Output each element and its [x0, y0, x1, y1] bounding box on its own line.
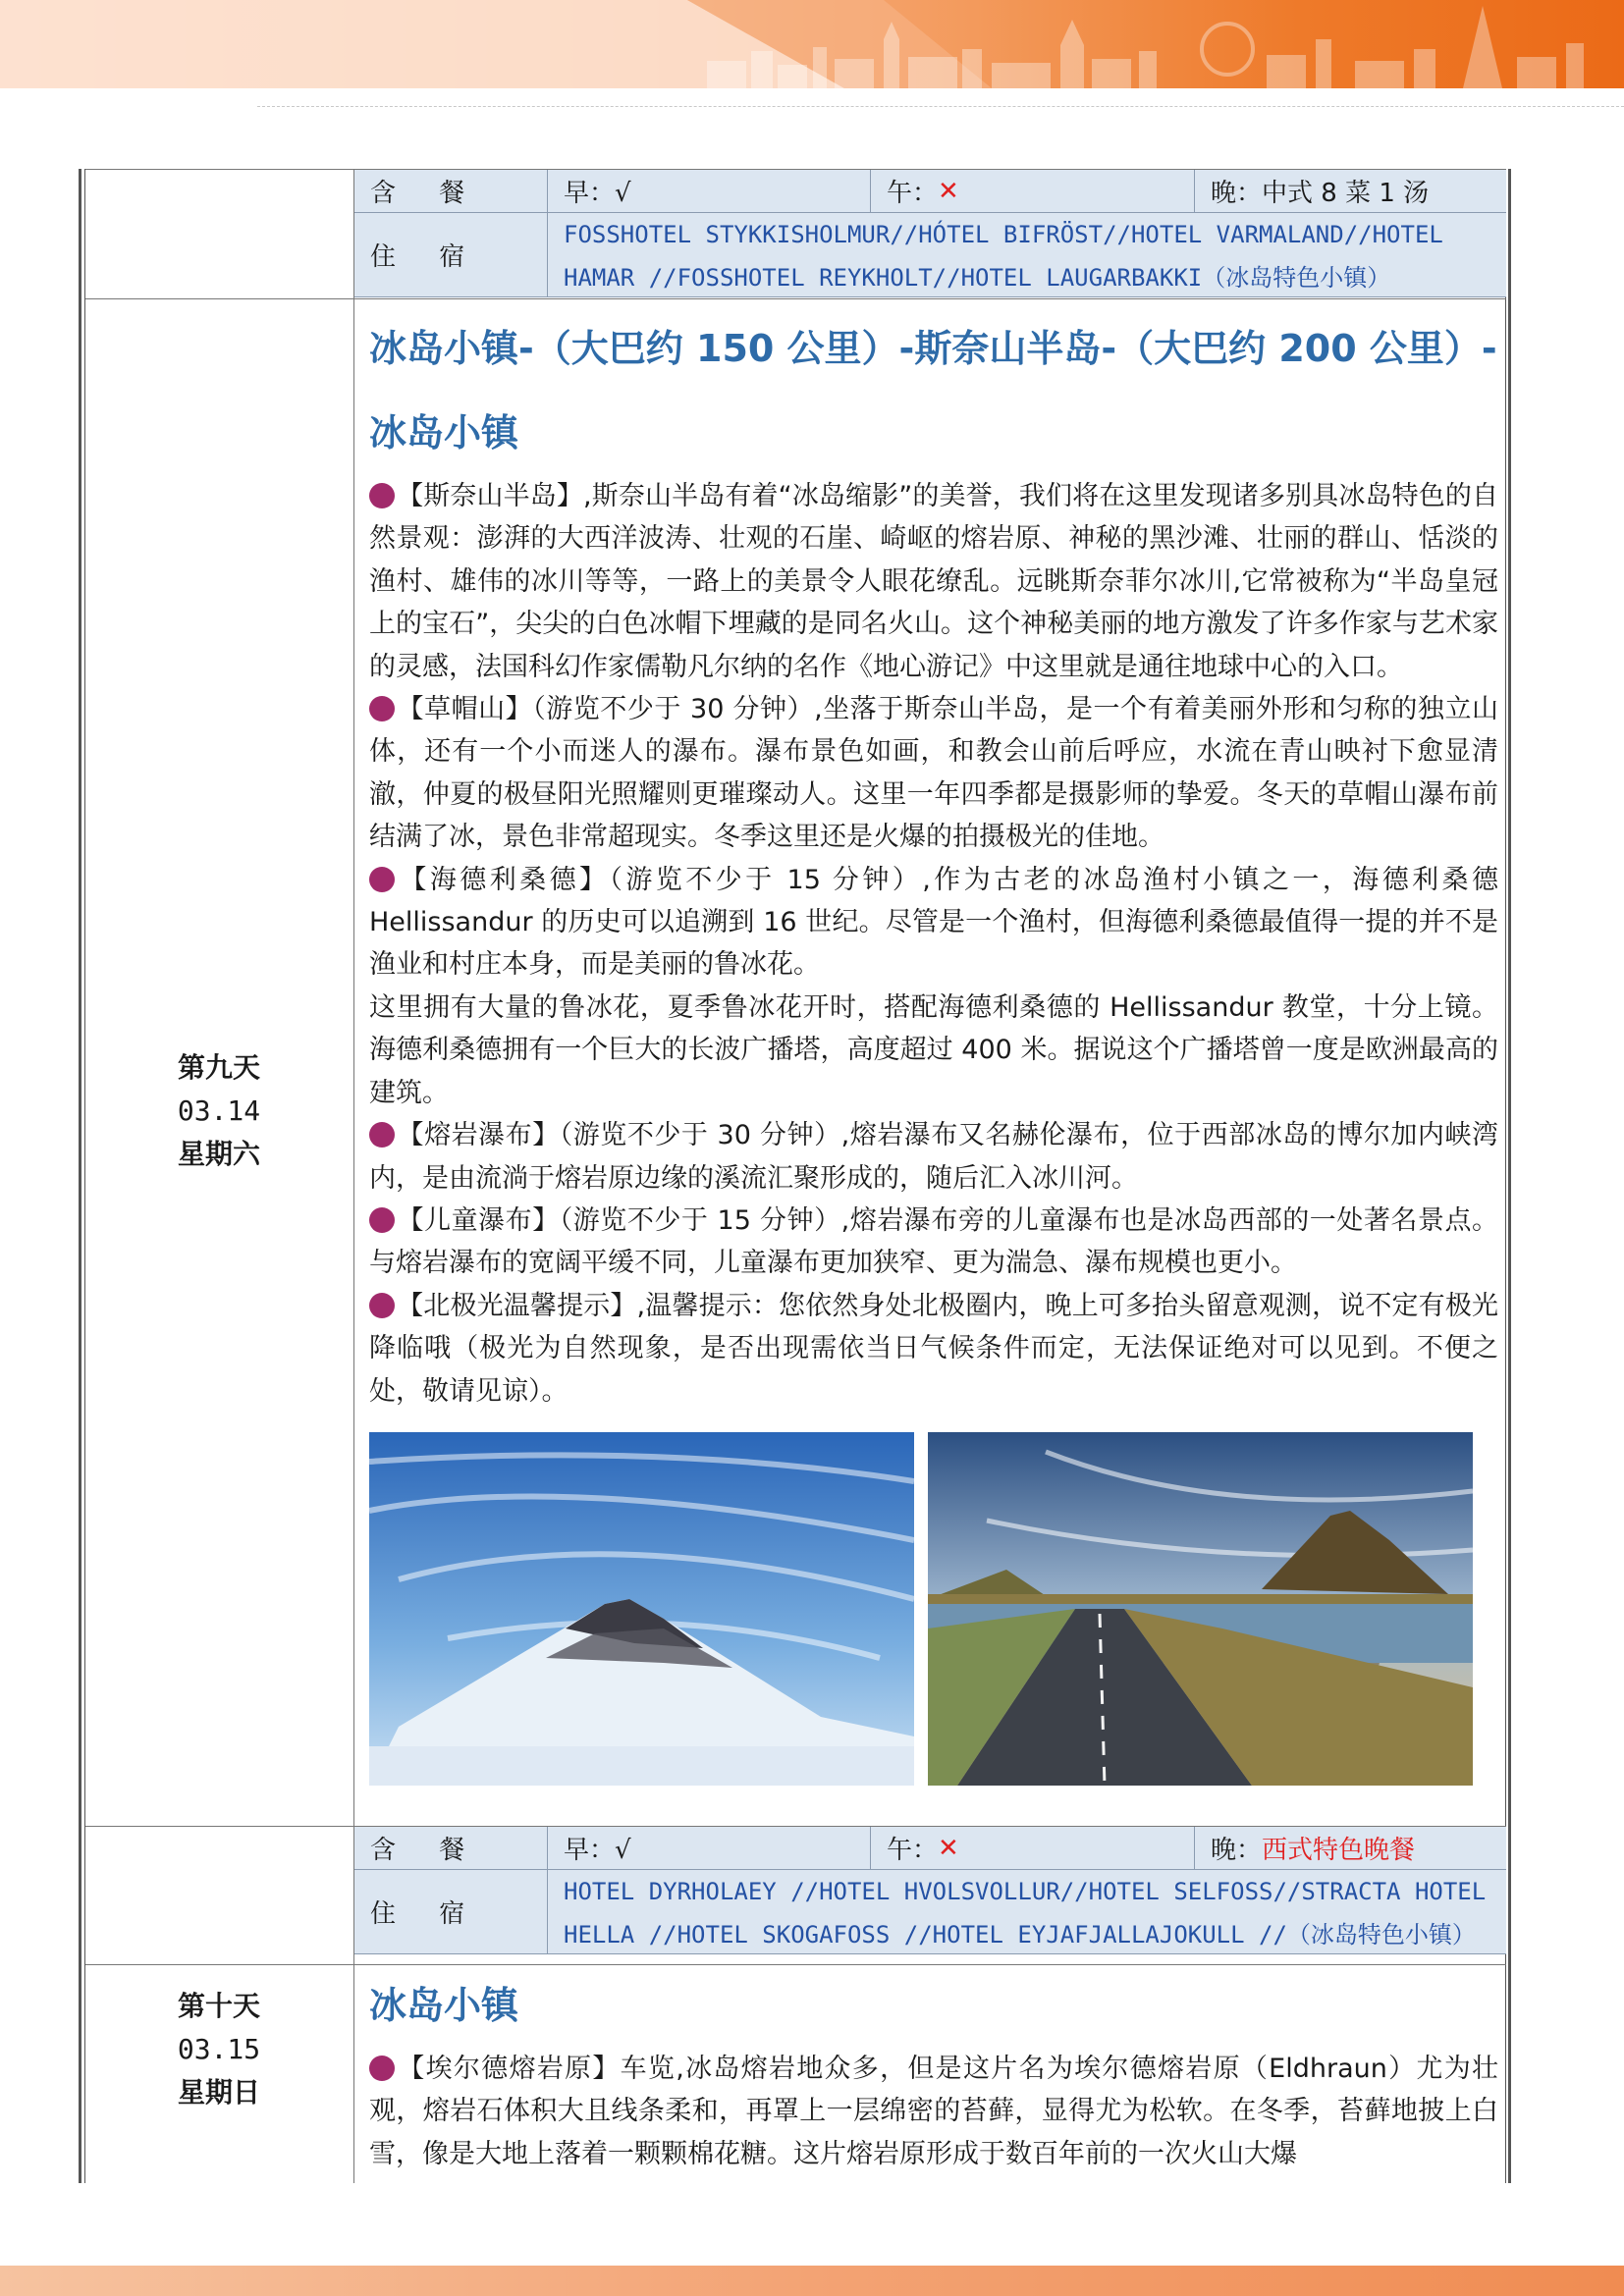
day-date: 03.15	[177, 2033, 261, 2065]
bullet-icon	[369, 696, 395, 721]
lunch-info	[871, 1827, 1195, 1870]
breakfast-info: 早：√	[548, 170, 871, 213]
lunch-info	[871, 170, 1195, 213]
bullet-icon	[369, 867, 395, 892]
bullet-icon	[369, 1122, 395, 1148]
dinner-highlight: 西式特色晚餐	[1262, 1836, 1416, 1865]
skyline-decoration	[0, 0, 1624, 88]
paragraph-text: 【熔岩瀑布】（游览不少于 30 分钟）,熔岩瀑布又名赫伦瀑布，位于西部冰岛的博尔加内峡湾内，是由流淌于熔岩原边缘的溪流汇聚形成的，随后汇入冰川河。	[369, 1120, 1498, 1194]
header-divider	[257, 106, 1624, 107]
attraction-paragraph	[369, 475, 1498, 688]
paragraph-text: 【埃尔德熔岩原】车览,冰岛熔岩地众多，但是这片名为埃尔德熔岩原（Eldhraun）尤为壮观，熔岩石体积大且线条柔和，再罩上一层绵密的苔藓，显得尤为松软。在冬季，苔藓地披上白雪，像是大地上落着一颗颗棉花糖。这片熔岩原形成于数百年前的一次火山大爆	[369, 2054, 1498, 2169]
attraction-paragraph	[369, 2048, 1498, 2175]
attraction-list	[369, 475, 1498, 1413]
cross-icon: ✕	[938, 1833, 959, 1863]
day-nine-content	[369, 306, 1498, 1786]
photo-row	[369, 1432, 1498, 1786]
breakfast-info: 早：√	[548, 1827, 871, 1870]
paragraph-text: 【儿童瀑布】（游览不少于 15 分钟）,熔岩瀑布旁的儿童瀑布也是冰岛西部的一处著名景点。与熔岩瀑布的宽阔平缓不同，儿童瀑布更加狭窄、更为湍急、瀑布规模也更小。	[369, 1204, 1498, 1279]
table-border	[1508, 169, 1511, 2183]
hotel-label: 住 宿	[354, 213, 548, 297]
attraction-paragraph	[369, 859, 1498, 987]
dinner-info	[1195, 1827, 1506, 1870]
day-ten-label	[84, 1985, 353, 2114]
day-number: 第十天	[177, 1990, 260, 2022]
row-divider	[84, 298, 1506, 299]
day-weekday: 星期日	[177, 2076, 260, 2109]
dinner-label: 晚：	[1211, 1836, 1263, 1865]
day-title: 冰岛小镇	[369, 1984, 519, 2027]
bullet-icon	[369, 1207, 395, 1233]
paragraph-text: 【草帽山】（游览不少于 30 分钟）,坐落于斯奈山半岛，是一个有着美丽外形和匀称的独立山体，还有一个小而迷人的瀑布。瀑布景色如画，和教会山前后呼应，水流在青山映衬下愈显清澈，仲夏的极昼阳光照耀则更璀璨动人。这里一年四季都是摄影师的挚爱。冬天的草帽山瀑布前结满了冰，景色非常超现实。冬季这里还是火爆的拍摄极光的佳地。	[369, 694, 1498, 853]
footer-band	[0, 2266, 1624, 2296]
meal-hotel-strip-previous-day	[354, 170, 1506, 297]
day-date: 03.14	[177, 1095, 261, 1127]
dinner-info: 晚：中式 8 菜 1 汤	[1195, 170, 1506, 213]
paragraph-text: 【斯奈山半岛】,斯奈山半岛有着“冰岛缩影”的美誉，我们将在这里发现诸多别具冰岛特色的自然景观：澎湃的大西洋波涛、壮观的石崖、崎岖的熔岩原、神秘的黑沙滩、壮丽的群山、恬淡的渔村、雄伟的冰川等等，一路上的美景令人眼花缭乱。远眺斯奈菲尔冰川,它常被称为“半岛皇冠上的宝石”，尖尖的白色冰帽下埋藏的是同名火山。这个神秘美丽的地方激发了许多作家与艺术家的灵感，法国科幻作家儒勒凡尔纳的名作《地心游记》中这里就是通往地球中心的入口。	[369, 481, 1498, 682]
kirkjufell-road-photo	[928, 1432, 1473, 1786]
bullet-icon	[369, 1293, 395, 1318]
attraction-paragraph	[369, 688, 1498, 859]
day-ten-content	[369, 1963, 1498, 2175]
bullet-icon	[369, 483, 395, 508]
attraction-list	[369, 2048, 1498, 2175]
day-weekday: 星期六	[177, 1138, 260, 1170]
hotel-label: 住 宿	[354, 1870, 548, 1954]
hotel-list: FOSSHOTEL STYKKISHOLMUR//HÓTEL BIFRÖST//HOTEL VARMALAND//HOTEL HAMAR //FOSSHOTEL REYKHOLT//HOTEL LAUGARBAKKI（冰岛特色小镇）	[548, 213, 1506, 297]
lunch-label: 午：	[887, 179, 939, 208]
day-nine-label	[84, 1046, 353, 1176]
paragraph-text: 这里拥有大量的鲁冰花，夏季鲁冰花开时，搭配海德利桑德的 Hellissandur 教堂，十分上镜。海德利桑德拥有一个巨大的长波广播塔，高度超过 400 米。据说这个广播塔曾一度是欧洲最高的建筑。	[369, 991, 1498, 1108]
attraction-paragraph	[369, 1285, 1498, 1413]
day-number: 第九天	[177, 1051, 260, 1084]
bullet-icon	[369, 2056, 395, 2081]
itinerary-table	[79, 169, 1512, 2183]
header-banner	[0, 0, 1624, 88]
paragraph-text: 【北极光温馨提示】,温馨提示：您依然身处北极圈内，晚上可多抬头留意观测，说不定有极光降临哦（极光为自然现象，是否出现需依当日气候条件而定，无法保证绝对可以见到。不便之处，敬请见谅）。	[369, 1290, 1498, 1407]
paragraph-text: 【海德利桑德】（游览不少于 15 分钟）,作为古老的冰岛渔村小镇之一，海德利桑德 Hellissandur 的历史可以追溯到 16 世纪。尽管是一个渔村，但海德利桑德最值得一提的并不是渔业和村庄本身，而是美丽的鲁冰花。	[369, 864, 1498, 981]
meals-label: 含 餐	[354, 170, 548, 213]
attraction-paragraph	[369, 987, 1498, 1114]
snowy-kirkjufell-photo	[369, 1432, 914, 1786]
meals-label: 含 餐	[354, 1827, 548, 1870]
attraction-paragraph	[369, 1114, 1498, 1200]
cross-icon: ✕	[938, 176, 959, 206]
hotel-list: HOTEL DYRHOLAEY //HOTEL HVOLSVOLLUR//HOTEL SELFOSS//STRACTA HOTEL HELLA //HOTEL SKOGAFOSS //HOTEL EYJAFJALLAJOKULL //（冰岛特色小镇）	[548, 1870, 1506, 1954]
meal-hotel-strip-day-nine	[354, 1827, 1506, 1954]
lunch-label: 午：	[887, 1836, 939, 1865]
day-title: 冰岛小镇-（大巴约 150 公里）-斯奈山半岛-（大巴约 200 公里）-冰岛小镇	[369, 327, 1497, 454]
attraction-paragraph	[369, 1200, 1498, 1285]
